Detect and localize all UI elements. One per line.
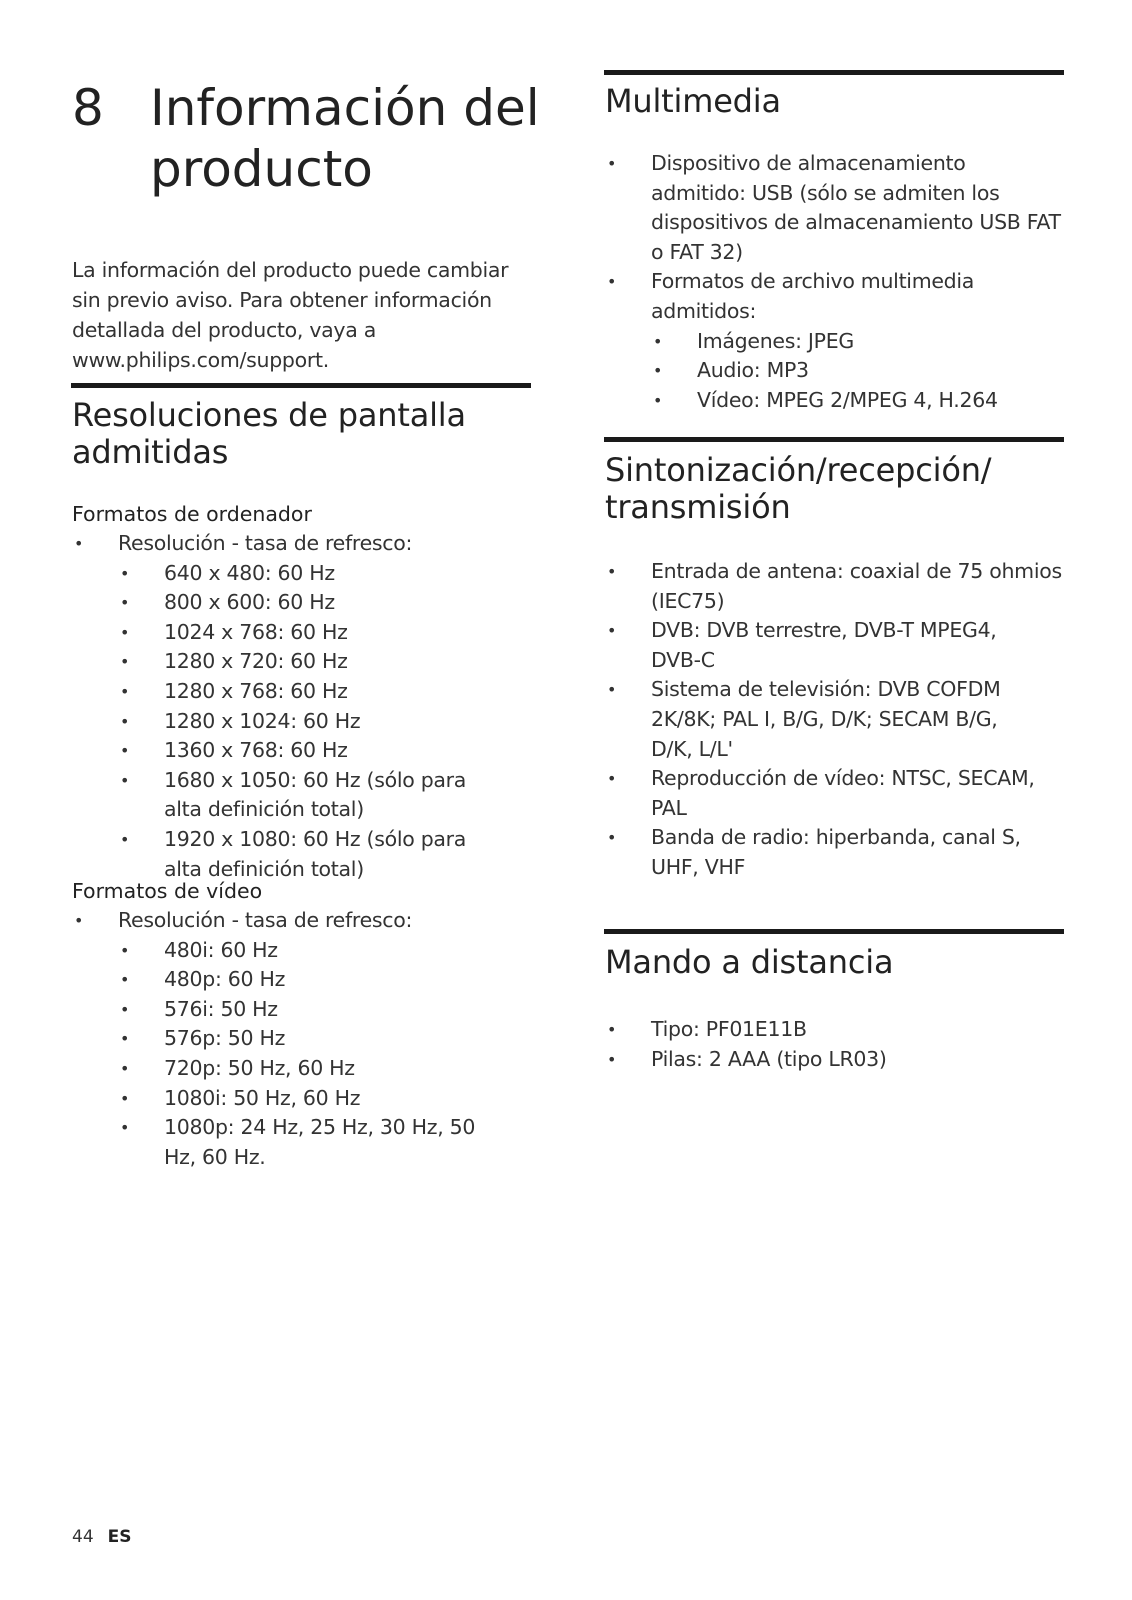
list-item: • Entrada de antena: coaxial de 75 ohmios (IEC75) [605,557,1065,616]
list-item: • 720p: 50 Hz, 60 Hz [118,1054,522,1084]
chapter-number: 8 [72,79,104,137]
list-item: • Vídeo: MPEG 2/MPEG 4, H.264 [651,386,1065,416]
intro-paragraph: La información del producto puede cambiar sin previo aviso. Para obtener información detallada del producto, vaya a www.philips.com/support. [72,258,509,372]
page-footer [72,1527,132,1547]
list-item-text: Resolución - tasa de refresco: [118,531,413,555]
language-code: ES [107,1527,132,1547]
list-item: • 1280 x 768: 60 Hz [118,677,522,707]
list-item: • 1080p: 24 Hz, 25 Hz, 30 Hz, 50 Hz, 60 Hz. [118,1113,522,1172]
list-item: • 1280 x 1024: 60 Hz [118,707,522,737]
section-rule [71,383,531,388]
section-rule [604,437,1064,442]
list-item: • 480p: 60 Hz [118,965,522,995]
list-item: • 576p: 50 Hz [118,1024,522,1054]
list-item: • Sistema de televisión: DVB COFDM 2K/8K; PAL I, B/G, D/K; SECAM B/G, D/K, L/L' [605,675,1065,764]
computer-formats-label: Formatos de ordenador [72,502,312,526]
multimedia-format-list [651,327,1065,416]
chapter-title: Información del producto [150,79,540,198]
video-formats-label: Formatos de vídeo [72,879,263,903]
remote-list [605,1015,1065,1074]
list-item: • 1920 x 1080: 60 Hz (sólo para alta definición total) [118,825,522,884]
resolutions-heading: Resoluciones de pantalla admitidas [72,396,466,471]
multimedia-heading: Multimedia [605,82,781,120]
video-formats-list [72,906,522,1172]
list-item: • Audio: MP3 [651,356,1065,386]
tuner-list [605,557,1065,883]
list-item [72,906,522,1172]
video-resolution-list [118,936,522,1173]
list-item: • 640 x 480: 60 Hz [118,559,522,589]
list-item: • Dispositivo de almacenamiento admitido: USB (sólo se admiten los dispositivos de almacenamiento USB FAT o FAT 32) [605,149,1065,267]
list-item: • DVB: DVB terrestre, DVB-T MPEG4, DVB-C [605,616,1065,675]
computer-formats-list [72,529,522,884]
remote-heading: Mando a distancia [605,943,894,981]
list-item: • Banda de radio: hiperbanda, canal S, UHF, VHF [605,823,1065,882]
multimedia-list [605,149,1065,415]
list-item: • 1680 x 1050: 60 Hz (sólo para alta definición total) [118,766,522,825]
list-item: • 480i: 60 Hz [118,936,522,966]
list-item: • Pilas: 2 AAA (tipo LR03) [605,1045,1065,1075]
list-item: • 1280 x 720: 60 Hz [118,647,522,677]
list-item: • 1080i: 50 Hz, 60 Hz [118,1084,522,1114]
tuner-heading: Sintonización/recepción/ transmisión [605,451,992,526]
page-number: 44 [72,1527,94,1547]
list-item [605,267,1065,415]
section-rule [604,70,1064,75]
list-item: • Reproducción de vídeo: NTSC, SECAM, PAL [605,764,1065,823]
section-rule [604,929,1064,934]
list-item: • 1360 x 768: 60 Hz [118,736,522,766]
list-item: • 576i: 50 Hz [118,995,522,1025]
list-item: • Imágenes: JPEG [651,327,1065,357]
list-item-text: Formatos de archivo multimedia admitidos: [651,269,975,323]
list-item: • 1024 x 768: 60 Hz [118,618,522,648]
list-item: • Tipo: PF01E11B [605,1015,1065,1045]
list-item-text: Resolución - tasa de refresco: [118,908,413,932]
computer-resolution-list [118,559,522,885]
list-item [72,529,522,884]
list-item: • 800 x 600: 60 Hz [118,588,522,618]
